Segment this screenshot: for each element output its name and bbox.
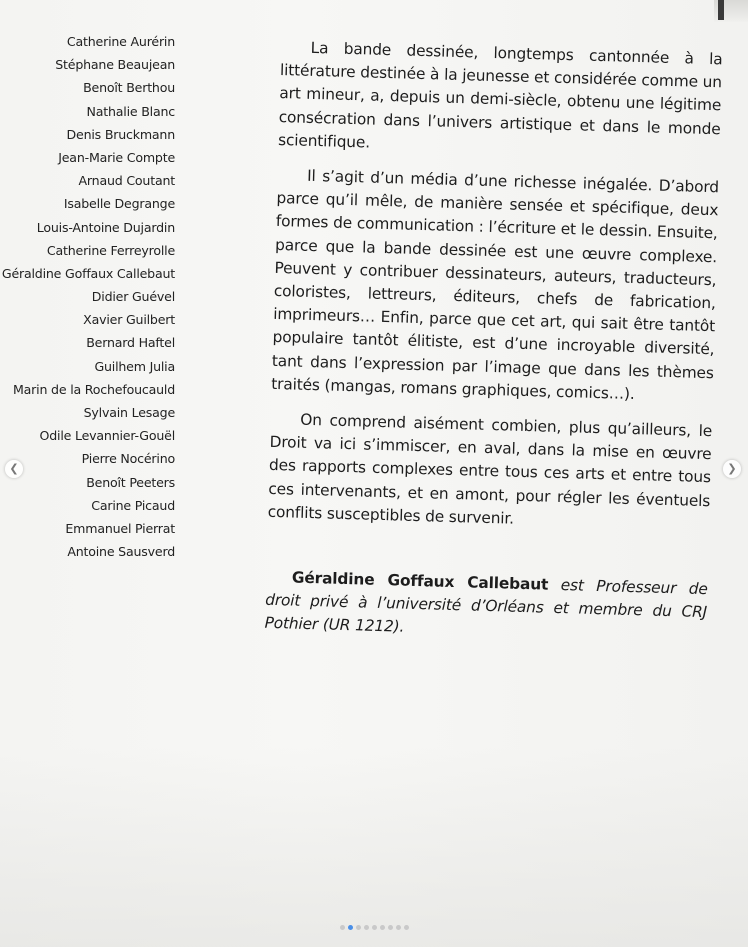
introduction-text <box>264 36 723 660</box>
contributor-name: Jean-Marie Compte <box>58 149 175 165</box>
paragraph-3: On comprend aisément combien, plus qu’ailleurs, le Droit va ici s’immiscer, en aval, dans la mise en œuvre des rapports complexes entre tous ces arts et entre tous ces intervenants, et en amont, pour régler les éventuels conflits susceptibles de survenir. <box>267 410 713 528</box>
contributor-name: Antoine Sausverd <box>67 544 175 560</box>
contributor-name: Catherine Ferreyrolle <box>46 242 175 258</box>
chevron-right-icon[interactable]: ❯ <box>723 460 741 478</box>
carousel-dot[interactable] <box>356 925 361 930</box>
contributor-name: Didier Guével <box>91 289 175 305</box>
carousel-dot[interactable] <box>372 925 377 930</box>
bio-author-name: Géraldine Goffaux Callebaut <box>291 568 549 594</box>
carousel-dot[interactable] <box>340 925 345 930</box>
contributor-name: Guilhem Julia <box>94 358 175 374</box>
paragraph-1: La bande dessinée, longtemps cantonnée à la littérature destinée à la jeunesse et considérée comme un art mineur, a, depuis un demi-siècle, obtenu une légitime consécration dans l’univers artistique et dans le monde scientifique. <box>277 38 723 152</box>
carousel-dot[interactable] <box>396 925 401 930</box>
contributor-name: Denis Bruckmann <box>66 126 175 142</box>
contributor-name: Louis-Antoine Dujardin <box>36 219 175 235</box>
contributor-name: Catherine Aurérin <box>66 34 175 49</box>
carousel-dot[interactable] <box>380 925 385 930</box>
contributor-name: Pierre Nocérino <box>81 451 175 467</box>
contributor-name: Isabelle Degrange <box>63 196 175 212</box>
contributor-name: Emmanuel Pierrat <box>65 520 175 536</box>
contributor-name: Odile Levannier-Gouël <box>39 428 175 444</box>
bio-description: est Professeur de droit privé à l’université d’Orléans et membre du CRJ Pothier (UR 1212). <box>264 575 708 637</box>
page-shadow <box>0 747 748 947</box>
chevron-left-icon[interactable]: ❮ <box>5 460 23 478</box>
carousel-dot[interactable] <box>388 925 393 930</box>
contributor-name: Géraldine Goffaux Callebaut <box>1 265 175 281</box>
contributor-name: Xavier Guilbert <box>83 312 175 328</box>
contributor-name: Marin de la Rochefoucauld <box>13 381 175 397</box>
binding-edge <box>718 0 724 20</box>
carousel-dot[interactable] <box>364 925 369 930</box>
carousel-dot[interactable] <box>404 925 409 930</box>
contributor-name: Carine Picaud <box>91 497 175 513</box>
carousel-dot-active[interactable] <box>348 925 353 930</box>
contributor-name: Arnaud Coutant <box>78 173 175 189</box>
author-bio <box>264 566 708 648</box>
carousel-indicator <box>0 925 748 930</box>
contributor-list <box>0 30 175 563</box>
contributor-name: Benoît Peeters <box>86 474 175 490</box>
contributor-name: Bernard Haftel <box>86 335 175 351</box>
contributor-name: Sylvain Lesage <box>83 405 175 420</box>
contributor-name: Nathalie Blanc <box>86 103 175 119</box>
contributor-name: Benoît Berthou <box>83 80 175 96</box>
paragraph-2: Il s’agit d’un média d’une richesse inégalée. D’abord parce qu’il mêle, de manière sensée et spécifique, deux formes de communication : l’écriture et le dessin. Ensuite, parce que la bande dessinée est une œuvre complexe. Peuvent y contribuer dessinateurs, auteurs, traducteurs, coloristes, lettreurs, éditeurs, chefs de fabrication, imprimeurs… Enfin, parce que cet art, qui sait être tantôt populaire tantôt élitiste, est d’une incroyable diversité, tant dans l’expression par l’image que dans les thèmes traités (mangas, romans graphiques, comics…). <box>271 166 720 403</box>
contributor-name: Stéphane Beaujean <box>55 57 175 73</box>
